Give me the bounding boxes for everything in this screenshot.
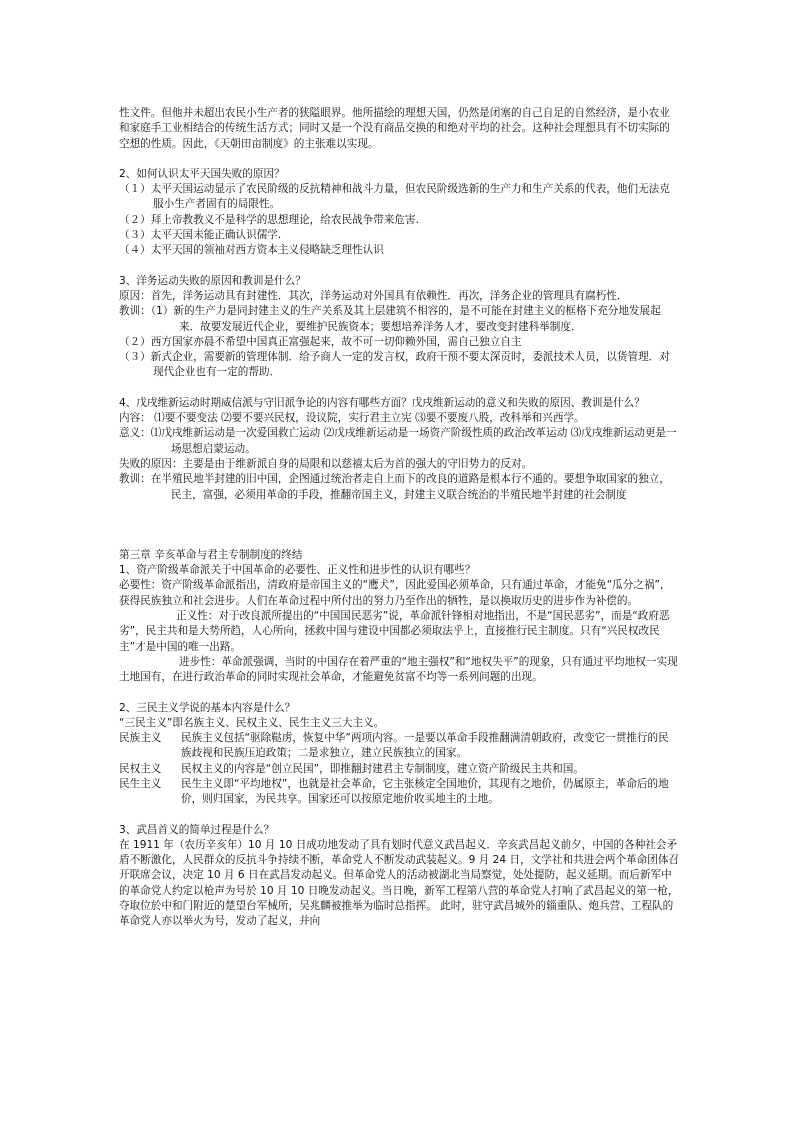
taiping-ideal-paragraph: 性文件。但他并未超出农民小生产者的狭隘眼界。他所描绘的理想天国，仍然是闭塞的自己自足的自然经济，是小农业和家庭手工业相结合的传统生活方式；同时又是一个没有商品交换的和绝对平均的社会。这种社会理想具有不切实际的空想的性质。因此，《天朝田亩制度》的主张难以实现。 xyxy=(119,107,670,150)
lesson-item: （２）西方国家亦晨不希望中国真正富强起来，故不可一切仰赖外国，需自己独立自主 xyxy=(119,335,522,348)
nationalism-item xyxy=(119,731,679,762)
progress-paragraph: 进步性：革命派强调，当时的中国存在着严重的“地主强权”和“地权失平”的现象，只有通过平均地权一实现土地国有，在进行政治革命的同时实现社会革命，才能避免贫富不均等一系列问题的出现。 xyxy=(119,655,678,684)
nationalism-label: 民族主义 xyxy=(119,732,162,745)
document-page xyxy=(119,106,679,930)
chapter-3-question-3: 3、武昌首义的简单过程是什么？ xyxy=(119,823,275,836)
question-4-heading: 4、戊戌维新运动时期威信派与守旧派争论的内容有哪些方面？戊戌维新运动的意义和失败的原因、教训是什么？ xyxy=(119,396,645,409)
democracy-text: 民权主义的内容是“创立民国”，即推翻封建君主专制制度，建立资产阶级民主共和国。 xyxy=(181,762,584,775)
question-3-heading: 3、洋务运动失败的原因和教训是什么？ xyxy=(119,274,306,287)
lesson-item: 教训：（1）新的生产力是同封建主义的生产关系及其上层建筑不相容的，是不可能在封建主义的框格下充分地发展起来．故要发展近代企业，要维护民族资本；要想培养洋务人才，要改变封建科举制度． xyxy=(119,305,661,333)
meaning-paragraph: 意义：⑴戊戌维新运动是一次爱国救亡运动 ⑵戊戌维新运动是一场资产阶级性质的政治改革运动 ⑶戊戌维新运动更是一场思想启蒙运动。 xyxy=(119,427,677,455)
chapter-3-title: 第三章 辛亥革命与君主专制制度的终结 xyxy=(119,548,303,561)
chapter-3-question-1: 1、资产阶级革命派关于中国革命的必要性、正义性和进步性的认识有哪些？ xyxy=(119,564,476,577)
answer-item: （２）拜上帝教教义不是科学的思想理论，给农民战争带来危害. xyxy=(119,213,419,226)
question-2-heading: 2、如何认识太平天国失败的原因？ xyxy=(119,167,285,180)
reason-paragraph: 原因：首先，洋务运动具有封建性．其次，洋务运动对外国具有依赖性．再次，洋务企业的管理具有腐朽性． xyxy=(119,289,628,302)
democracy-label: 民权主义 xyxy=(119,762,162,775)
wuchang-uprising-paragraph: 在 1911 年（农历辛亥年）10 月 10 日成功地发动了具有划时代意义武昌起义．辛亥武昌起义前夕，中国的各种社会矛盾不断激化，人民群众的反抗斗争持续不断，革命党人不断发动武装起义。9 月 24 日，文学社和共进会两个革命团体召开联席会议，决定 10 月 6 日在武昌发动起义。但革命党人的活动被湖北当局察觉，处处提防，起义延期。而后新军中的革命党人约定以枪声为号於 10 月 10 日晚发动起义。当日晚，新军工程第八营的革命党人打响了武昌起义的第一枪，夺取位於中和门附近的楚望台军械所，吴兆麟被推举为临时总指挥。 此时，驻守武昌城外的辎重队、炮兵营、工程队的革命党人亦以举火为号，发动了起义，并向 xyxy=(119,838,680,928)
failure-reason-paragraph: 失败的原因：主要是由于维新派自身的局限和以慈禧太后为首的强大的守旧势力的反对。 xyxy=(119,457,533,470)
chapter-3-question-2: 2、三民主义学说的基本内容是什么？ xyxy=(119,701,296,714)
livelihood-text: 民生主义即“平均地权”，也就是社会革命，它主张核定全国地价，其现有之地价，仍属原主，革命后的地价，则归国家，为民共享。国家还可以按原定地价收买地主的土地。 xyxy=(181,777,669,806)
democracy-item xyxy=(119,762,679,777)
justice-paragraph: 正义性：对于改良派所提出的“中国国民恶劣”说，革命派针锋相对地指出，不是“国民恶劣”，而是“政府恶劣”，民主共和是大势所趋，人心所向，拯救中国与建设中国都必须取法乎上，直接推行民主制度。只有“兴民权改民主”才是中国的唯一出路。 xyxy=(119,610,670,653)
three-principles-intro: “三民主义”即名族主义、民权主义、民生主义三大主义。 xyxy=(119,716,385,729)
content-paragraph: 内容： ⑴要不要变法 ⑵要不要兴民权，设议院，实行君主立宪 ⑶要不要废八股，改科举和兴西学。 xyxy=(119,412,585,425)
livelihood-label: 民生主义 xyxy=(119,777,162,790)
answer-item: （４）太平天国的领袖对西方资本主义侵略缺乏理性认识 xyxy=(119,244,384,257)
answer-item: （１）太平天国运动显示了农民阶级的反抗精神和战斗力量，但农民阶级选新的生产力和生产关系的代表，他们无法克服小生产者固有的局限性。 xyxy=(119,183,670,211)
livelihood-item xyxy=(119,777,679,808)
necessity-paragraph: 必要性：资产阶级革命派指出，清政府是帝国主义的“鹰犬”，因此爱国必须革命，只有通过革命，才能免“瓜分之祸”，获得民族独立和社会进步。人们在革命过程中所付出的努力乃至作出的牺牲，是以换取历史的进步作为补偿的。 xyxy=(119,579,671,607)
answer-item: （３）太平天国未能正确认识儒学. xyxy=(119,229,282,242)
nationalism-text: 民族主义包括“驱除鞑虏，恢复中华”两项内容。一是要以革命手段推翻满清朝政府，改变它一贯推行的民族歧视和民族压迫政策；二是求独立，建立民族独立的国家。 xyxy=(181,732,669,760)
lesson-paragraph: 教训：在半殖民地半封建的旧中国，企图通过统治者走自上而下的改良的道路是根本行不通的。要想争取国家的独立，民主，富强，必须用革命的手段，推翻帝国主义，封建主义联合统治的半殖民地半封建的社会制度 xyxy=(119,473,670,501)
lesson-item: （３）新式企业，需要新的管理体制．给予商人一定的发言权，政府干预不要太深贡时，委派技术人员，以货管理．对现代企业也有一定的帮助． xyxy=(119,351,670,379)
